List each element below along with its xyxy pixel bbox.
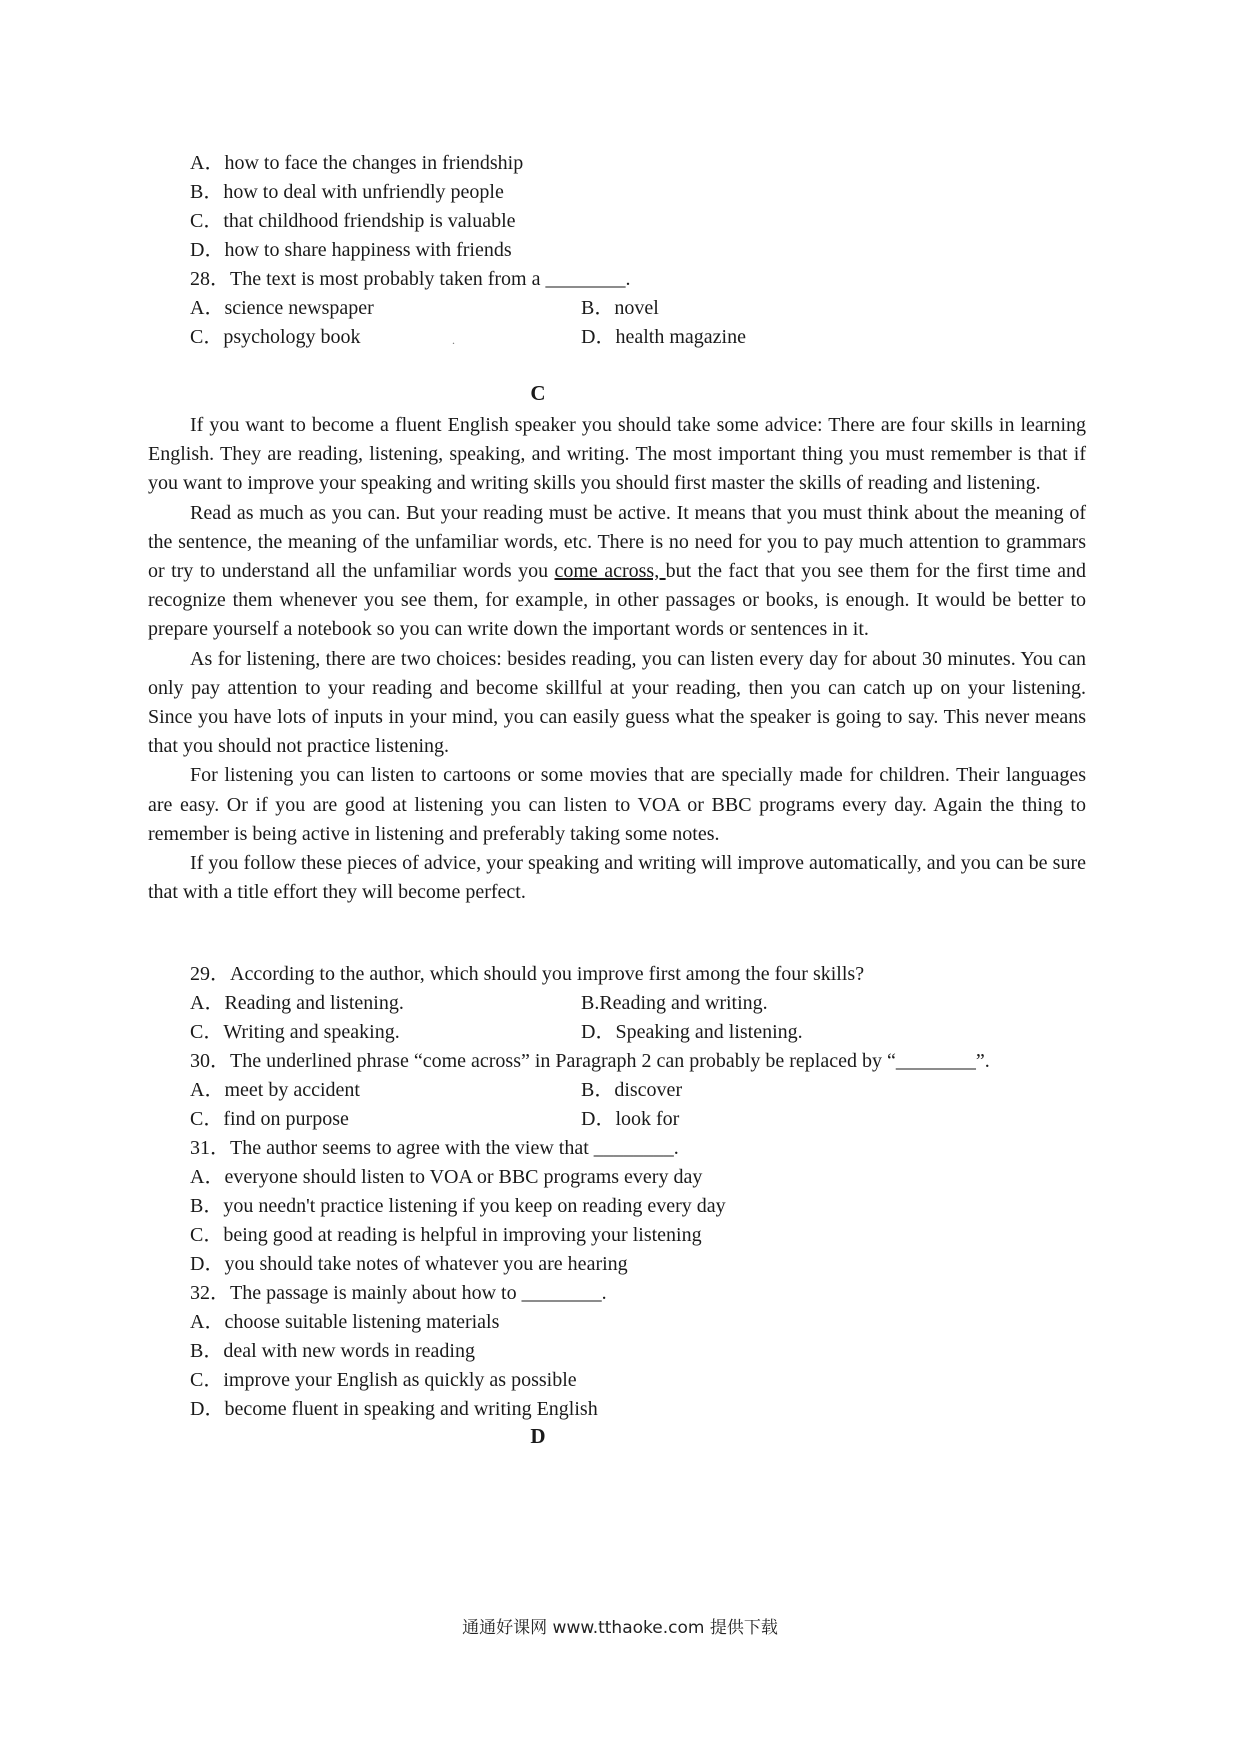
option-letter: D． bbox=[581, 1108, 616, 1130]
prev-option-a bbox=[190, 149, 523, 177]
option-text: find on purpose bbox=[223, 1108, 349, 1130]
q30-option-b bbox=[581, 1076, 682, 1104]
question-number: 29． bbox=[190, 963, 230, 985]
q29-option-a bbox=[190, 989, 404, 1017]
question-text: The underlined phrase “come across” in Paragraph 2 can probably be replaced by “________”. bbox=[230, 1050, 990, 1072]
option-text: choose suitable listening materials bbox=[224, 1311, 500, 1333]
option-letter: B． bbox=[190, 1340, 224, 1362]
q28-option-d bbox=[581, 323, 746, 351]
q29-option-b bbox=[581, 989, 768, 1017]
prev-option-b bbox=[190, 178, 504, 206]
option-letter: B． bbox=[581, 1079, 615, 1101]
option-text: psychology book bbox=[223, 326, 361, 348]
section-c-heading: C bbox=[530, 381, 546, 405]
option-text: you needn't practice listening if you keep on reading every day bbox=[223, 1195, 726, 1217]
q28-option-c bbox=[190, 323, 361, 351]
option-text: look for bbox=[615, 1108, 680, 1130]
option-text: deal with new words in reading bbox=[223, 1340, 475, 1362]
question-text: The author seems to agree with the view that ________. bbox=[230, 1137, 679, 1159]
paragraph-4: For listening you can listen to cartoons or some movies that are specially made for children. Their languages are easy. Or if you are good at listening you can listen to VOA or BBC programs every day. Again the thing to remember is being active in listening and preferably taking some notes. bbox=[148, 764, 1086, 845]
option-letter: C． bbox=[190, 1108, 224, 1130]
prev-option-d bbox=[190, 236, 512, 264]
option-letter: A． bbox=[190, 297, 225, 319]
option-text: discover bbox=[614, 1079, 683, 1101]
q30-option-d bbox=[581, 1105, 679, 1133]
option-text: that childhood friendship is valuable bbox=[223, 210, 516, 232]
stray-dot: . bbox=[452, 333, 455, 347]
q32-option-c bbox=[190, 1366, 577, 1394]
option-letter: B． bbox=[581, 297, 615, 319]
question-31 bbox=[190, 1134, 679, 1162]
option-text: Speaking and listening. bbox=[615, 1021, 803, 1043]
question-text: The text is most probably taken from a ________. bbox=[230, 268, 631, 290]
q31-option-b bbox=[190, 1192, 726, 1220]
q29-option-c bbox=[190, 1018, 400, 1046]
option-text: novel bbox=[614, 297, 659, 319]
question-29 bbox=[190, 960, 864, 988]
option-text: how to face the changes in friendship bbox=[224, 152, 524, 174]
option-letter: C． bbox=[190, 1224, 224, 1246]
option-letter: B． bbox=[190, 181, 224, 203]
underlined-phrase: come across, bbox=[554, 560, 666, 583]
q29-option-d bbox=[581, 1018, 803, 1046]
paragraph-2-text-end: but the fact that you see them for the first time and recognize them whenever you see them, for example, in other passages or books, is enough. It would be better to prepare yourself a notebook so you can write down the important words or sentences in it. bbox=[148, 560, 1087, 641]
question-30 bbox=[190, 1047, 990, 1075]
option-letter: B. bbox=[581, 992, 600, 1014]
footer-source: 通通好课网 www.tthaoke.com 提供下载 bbox=[462, 1618, 778, 1638]
option-text: being good at reading is helpful in improving your listening bbox=[223, 1224, 702, 1246]
question-number: 31． bbox=[190, 1137, 230, 1159]
option-letter: A． bbox=[190, 1311, 225, 1333]
option-letter: D． bbox=[190, 239, 225, 261]
paragraph-2-text-start: Read as much as you can. But your reading must be active. It means that you must think about the meaning of the sentence, the meaning of the unfamiliar words, etc. There is no need for you to pay much attention to grammars or try to understand all the unfamiliar words you bbox=[148, 501, 1086, 583]
q32-option-b bbox=[190, 1337, 475, 1365]
option-text: science newspaper bbox=[224, 297, 374, 319]
paragraph-1: If you want to become a fluent English speaker you should take some advice: There are four skills in learning English. They are reading, listening, speaking, and writing. The most important thing you must remember is that if you want to improve your speaking and writing skills you should first master the skills of reading and listening. bbox=[148, 414, 1086, 495]
paragraph-3: As for listening, there are two choices: besides reading, you can listen every day for about 30 minutes. You can only pay attention to your reading and become skillful at your reading, then you can catch up on your listening. Since you have lots of inputs in your mind, you can easily guess what the speaker is going to say. This never means that you should not practice listening. bbox=[148, 647, 1086, 758]
prev-option-c bbox=[190, 207, 516, 235]
q30-option-c bbox=[190, 1105, 349, 1133]
option-letter: D． bbox=[581, 1021, 616, 1043]
q32-option-d bbox=[190, 1395, 598, 1423]
option-letter: A． bbox=[190, 1079, 225, 1101]
option-text: Reading and listening. bbox=[224, 992, 404, 1014]
q31-option-c bbox=[190, 1221, 702, 1249]
option-text: Reading and writing. bbox=[599, 992, 768, 1014]
option-letter: D． bbox=[581, 326, 616, 348]
question-number: 32． bbox=[190, 1282, 230, 1304]
option-letter: B． bbox=[190, 1195, 224, 1217]
option-text: meet by accident bbox=[224, 1079, 360, 1101]
option-letter: A． bbox=[190, 152, 225, 174]
paragraph-2 bbox=[148, 499, 1086, 645]
option-text: how to deal with unfriendly people bbox=[223, 181, 504, 203]
passage-c bbox=[148, 411, 1086, 907]
question-28 bbox=[190, 265, 630, 293]
option-letter: D． bbox=[190, 1398, 225, 1420]
q31-option-a bbox=[190, 1163, 702, 1191]
paragraph-5: If you follow these pieces of advice, your speaking and writing will improve automatically, and you can be sure that with a title effort they will become perfect. bbox=[148, 852, 1086, 904]
q32-option-a bbox=[190, 1308, 499, 1336]
q28-option-b bbox=[581, 294, 659, 322]
question-32 bbox=[190, 1279, 607, 1307]
question-number: 28． bbox=[190, 268, 230, 290]
option-text: Writing and speaking. bbox=[223, 1021, 400, 1043]
option-text: you should take notes of whatever you are hearing bbox=[224, 1253, 628, 1275]
option-text: how to share happiness with friends bbox=[224, 239, 512, 261]
section-d-heading: D bbox=[530, 1424, 546, 1448]
option-letter: A． bbox=[190, 992, 225, 1014]
q31-option-d bbox=[190, 1250, 628, 1278]
option-letter: C． bbox=[190, 1369, 224, 1391]
option-letter: C． bbox=[190, 326, 224, 348]
option-text: everyone should listen to VOA or BBC programs every day bbox=[224, 1166, 703, 1188]
q30-option-a bbox=[190, 1076, 360, 1104]
option-letter: D． bbox=[190, 1253, 225, 1275]
option-letter: C． bbox=[190, 1021, 224, 1043]
option-letter: A． bbox=[190, 1166, 225, 1188]
question-number: 30． bbox=[190, 1050, 230, 1072]
option-text: health magazine bbox=[615, 326, 746, 348]
option-text: become fluent in speaking and writing English bbox=[224, 1398, 598, 1420]
question-text: The passage is mainly about how to ________. bbox=[230, 1282, 607, 1304]
option-letter: C． bbox=[190, 210, 224, 232]
q28-option-a bbox=[190, 294, 374, 322]
option-text: improve your English as quickly as possible bbox=[223, 1369, 577, 1391]
question-text: According to the author, which should you improve first among the four skills? bbox=[230, 963, 865, 985]
